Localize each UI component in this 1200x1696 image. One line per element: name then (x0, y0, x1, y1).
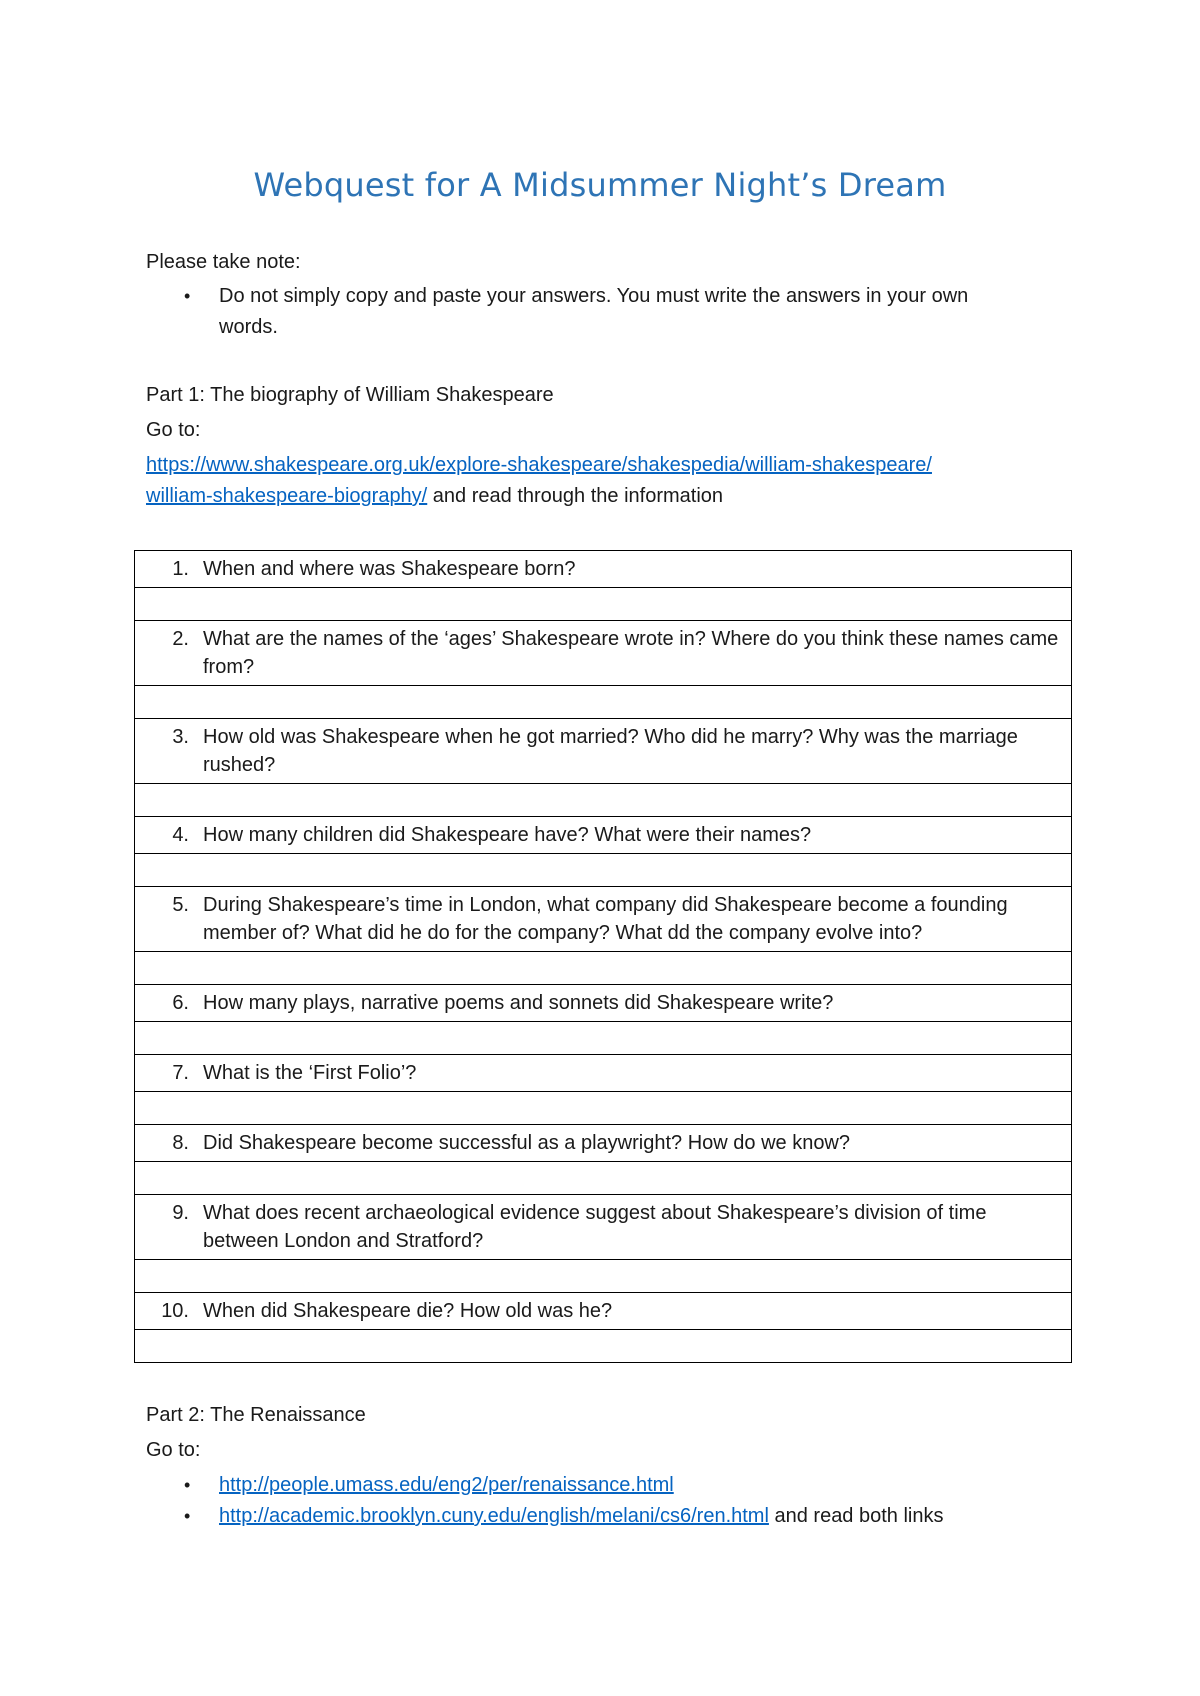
question-cell (135, 551, 1072, 588)
question-number: 2. (172, 628, 189, 650)
question-number: 9. (172, 1202, 189, 1224)
shakespeare-biography-link[interactable]: https://www.shakespeare.org.uk/explore-shakespeare/shakespedia/william-shakespeare/ (146, 454, 932, 476)
answer-row (135, 1162, 1072, 1195)
part1-after-link: and read through the information (427, 485, 724, 507)
question-row (135, 1055, 1072, 1092)
question-text: During Shakespeare’s time in London, what company did Shakespeare become a founding member of? What did he do for the company? What dd the company evolve into? (203, 894, 1008, 944)
question-text: When and where was Shakespeare born? (203, 558, 576, 580)
question-number: 8. (172, 1132, 189, 1154)
question-row (135, 985, 1072, 1022)
part1-link-line1 (146, 450, 932, 480)
question-row (135, 1293, 1072, 1330)
question-text: How many plays, narrative poems and sonnets did Shakespeare write? (203, 992, 834, 1014)
question-number: 3. (172, 726, 189, 748)
question-cell (135, 1293, 1072, 1330)
part1-link-line2 (146, 481, 723, 511)
question-cell (135, 719, 1072, 784)
answer-cell[interactable] (135, 1022, 1072, 1055)
question-content (135, 817, 1071, 853)
note-heading: Please take note: (146, 251, 301, 273)
answer-cell[interactable] (135, 952, 1072, 985)
question-number: 4. (172, 824, 189, 846)
answer-cell[interactable] (135, 1330, 1072, 1363)
question-cell (135, 1055, 1072, 1092)
question-text: When did Shakespeare die? How old was he? (203, 1300, 613, 1322)
question-row (135, 817, 1072, 854)
page-title: Webquest for A Midsummer Night’s Dream (253, 166, 947, 204)
answer-cell[interactable] (135, 686, 1072, 719)
answer-cell[interactable] (135, 1260, 1072, 1293)
renaissance-brooklyn-link[interactable]: http://academic.brooklyn.cuny.edu/english/melani/cs6/ren.html (219, 1505, 769, 1527)
questions-table-body (135, 551, 1072, 1363)
question-content (135, 1195, 1071, 1259)
questions-table (134, 550, 1072, 1363)
question-row (135, 1195, 1072, 1260)
question-content (135, 887, 1071, 951)
answer-row (135, 854, 1072, 887)
bullet-icon: • (184, 1506, 191, 1526)
answer-row (135, 1022, 1072, 1055)
shakespeare-biography-link-continued[interactable]: william-shakespeare-biography/ (146, 485, 428, 507)
question-number: 10. (161, 1300, 189, 1322)
answer-row (135, 588, 1072, 621)
question-content (135, 1125, 1071, 1161)
part1-heading: Part 1: The biography of William Shakespeare (146, 384, 554, 406)
note-bullet-line2: words. (219, 316, 278, 338)
question-row (135, 621, 1072, 686)
answer-row (135, 784, 1072, 817)
question-cell (135, 621, 1072, 686)
question-number: 5. (172, 894, 189, 916)
question-cell (135, 887, 1072, 952)
renaissance-umass-link[interactable]: http://people.umass.edu/eng2/per/renaissance.html (219, 1474, 674, 1496)
answer-row (135, 952, 1072, 985)
question-row (135, 551, 1072, 588)
question-content (135, 551, 1071, 587)
question-row (135, 719, 1072, 784)
question-number: 7. (172, 1062, 189, 1084)
part2-after-link: and read both links (768, 1505, 944, 1527)
question-content (135, 1293, 1071, 1329)
question-text: What is the ‘First Folio’? (203, 1062, 417, 1084)
part2-link1-line (219, 1470, 674, 1500)
bullet-icon: • (184, 286, 191, 306)
question-cell (135, 1195, 1072, 1260)
question-text: Did Shakespeare become successful as a playwright? How do we know? (203, 1132, 851, 1154)
answer-row (135, 1260, 1072, 1293)
question-text: How many children did Shakespeare have? What were their names? (203, 824, 812, 846)
answer-cell[interactable] (135, 1092, 1072, 1125)
answer-cell[interactable] (135, 588, 1072, 621)
question-content (135, 985, 1071, 1021)
question-text: What does recent archaeological evidence suggest about Shakespeare’s division of time between London and Stratford? (203, 1202, 987, 1252)
question-row (135, 887, 1072, 952)
bullet-icon: • (184, 1475, 191, 1495)
answer-row (135, 1092, 1072, 1125)
answer-row (135, 1330, 1072, 1363)
question-cell (135, 1125, 1072, 1162)
answer-cell[interactable] (135, 854, 1072, 887)
answer-row (135, 686, 1072, 719)
question-content (135, 1055, 1071, 1091)
question-content (135, 621, 1071, 685)
question-row (135, 1125, 1072, 1162)
part1-goto: Go to: (146, 419, 201, 441)
answer-cell[interactable] (135, 1162, 1072, 1195)
question-cell (135, 985, 1072, 1022)
question-cell (135, 817, 1072, 854)
part2-link2-line (219, 1501, 943, 1531)
note-bullet-line1: Do not simply copy and paste your answers. You must write the answers in your own (219, 285, 969, 307)
answer-cell[interactable] (135, 784, 1072, 817)
question-text: How old was Shakespeare when he got married? Who did he marry? Why was the marriage rushed? (203, 726, 1018, 776)
part2-heading: Part 2: The Renaissance (146, 1404, 366, 1426)
part2-goto: Go to: (146, 1439, 201, 1461)
question-number: 6. (172, 992, 189, 1014)
question-number: 1. (172, 558, 189, 580)
question-content (135, 719, 1071, 783)
question-text: What are the names of the ‘ages’ Shakespeare wrote in? Where do you think these names came from? (203, 628, 1059, 678)
